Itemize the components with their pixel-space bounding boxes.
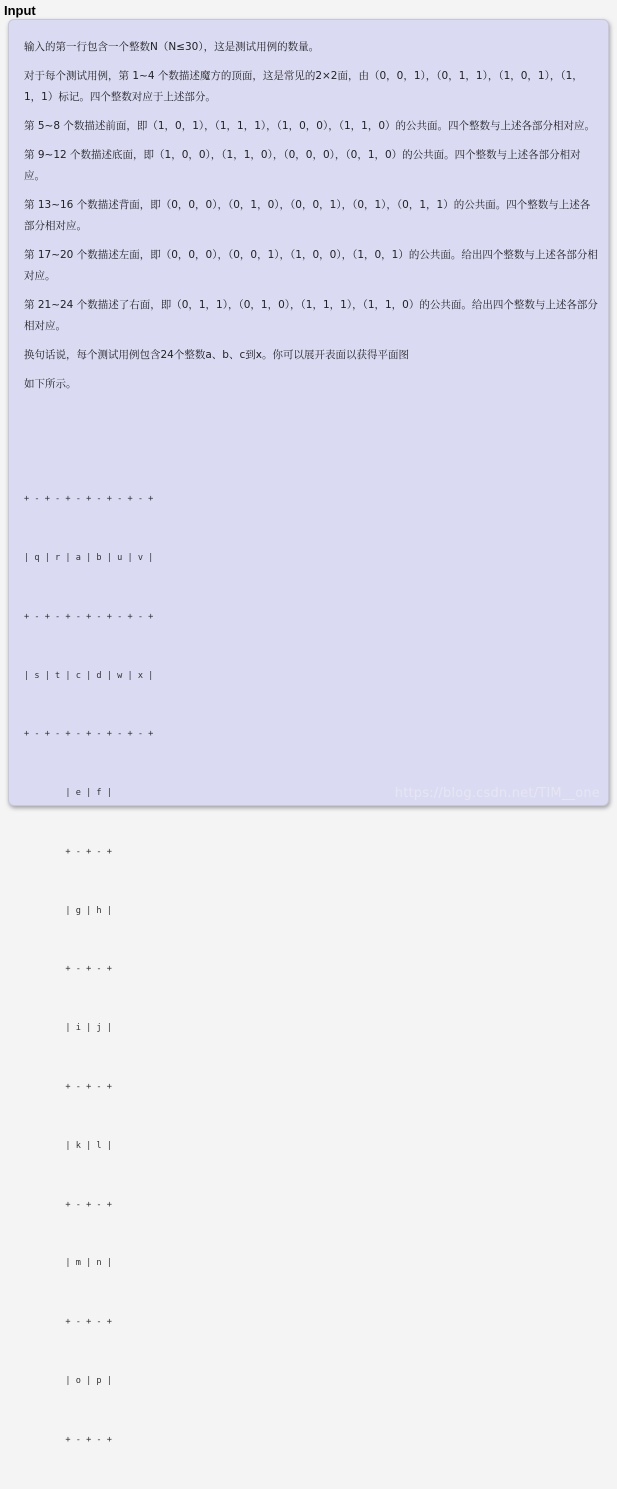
grid-line: | q | r | a | b | u | v | <box>24 552 154 563</box>
grid-line: | m | n | <box>24 1258 112 1269</box>
grid-line: | g | h | <box>24 905 112 916</box>
grid-line: + - + - + <box>24 1082 112 1092</box>
grid-line: | e | f | <box>24 788 112 799</box>
grid-line: + - + - + - + - + - + - + <box>24 611 154 622</box>
grid-line: | k | l | <box>24 1140 112 1151</box>
description <box>24 37 599 403</box>
grid-line: | o | p | <box>24 1375 112 1386</box>
cube-net-diagram <box>24 451 153 1489</box>
paragraph-front-face: 第 5~8 个数描述前面，即（1，0，1），（1，1，1），（1，0，0），（1，1，0）的公共面。四个整数与上述各部分相对应。 <box>24 120 595 132</box>
grid-line: | s | t | c | d | w | x | <box>24 670 154 681</box>
grid-line: + - + - + <box>24 846 112 857</box>
paragraph-right-face: 第 21~24 个数描述了右面，即（0，1，1），（0，1，0），（1，1，1），（1，1，0）的公共面。给出四个整数与上述各部分相对应。 <box>24 299 598 332</box>
grid-line: + - + - + - + - + - + - + <box>24 729 154 740</box>
paragraph-back-face: 第 13~16 个数描述背面，即（0，0，0），（0，1，0），（0，0，1），（0，1），（0，1，1）的公共面。四个整数与上述各部分相对应。 <box>24 199 591 232</box>
paragraph-left-face: 第 17~20 个数描述左面，即（0，0，0），（0，0，1），（1，0，0），（1，0，1）的公共面。给出四个整数与上述各部分相对应。 <box>24 249 598 282</box>
watermark: https://blog.csdn.net/TIM__one <box>394 786 600 801</box>
section-title: Input <box>4 3 36 18</box>
paragraph-as-shown: 如下所示。 <box>24 378 77 390</box>
paragraph-test-count: 输入的第一行包含一个整数N（N≤30），这是测试用例的数量。 <box>24 41 320 53</box>
paragraph-top-face: 对于每个测试用例，第 1~4 个数描述魔方的顶面，这是常见的2×2面，由（0，0，1），（0，1，1），（1，0，1），（1，1，1）标记。四个整数对应于上述部分。 <box>24 70 583 103</box>
grid-line: | i | j | <box>24 1023 112 1034</box>
input-panel <box>8 19 609 1445</box>
grid-line: + - + - + <box>24 1199 112 1210</box>
grid-line: + - + - + <box>24 1317 112 1328</box>
paragraph-summary: 换句话说，每个测试用例包含24个整数a、b、c到x。你可以展开表面以获得平面图 <box>24 349 409 361</box>
grid-line: + - + - + - + - + - + - + <box>24 494 154 505</box>
grid-line: + - + - + <box>24 1434 112 1445</box>
paragraph-bottom-face: 第 9~12 个数描述底面，即（1，0，0），（1，1，0），（0，0，0），（0，1，0）的公共面。四个整数与上述各部分相对应。 <box>24 149 581 182</box>
grid-line: + - + - + <box>24 964 112 975</box>
